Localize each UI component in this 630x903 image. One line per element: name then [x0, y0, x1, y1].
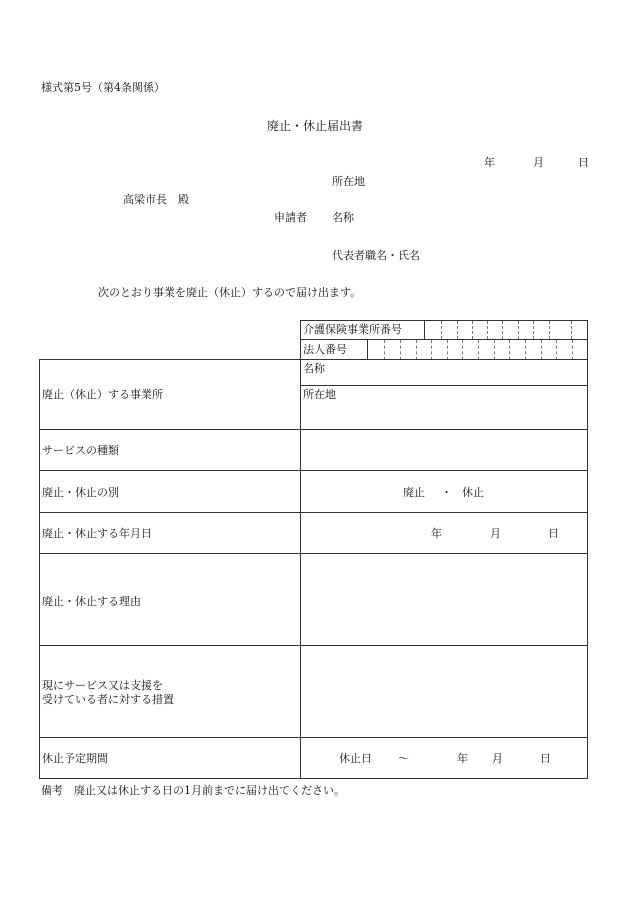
corporate-number-divider [367, 339, 368, 360]
office-name-label: 名称 [303, 362, 325, 375]
date-month-label: 月 [533, 156, 544, 169]
suspension-start-label: 休止日 [339, 752, 372, 765]
reason-field[interactable] [301, 554, 587, 645]
suspension-day: 日 [540, 752, 551, 765]
abolish-date-field[interactable] [301, 513, 587, 553]
suspend-option[interactable]: 休止 [462, 486, 484, 499]
abolish-date-month: 月 [490, 527, 501, 540]
applicant-name-label: 名称 [332, 211, 354, 224]
code-box-mid-border [300, 339, 588, 340]
code-box-left-border [300, 320, 301, 360]
intro-text: 次のとおり事業を廃止（休止）するので届け出ます。 [98, 286, 362, 299]
corporate-number-label: 法人番号 [303, 343, 347, 356]
addressee: 高梁市長 殿 [123, 193, 189, 206]
care-office-number-label: 介護保険事業所番号 [303, 323, 402, 336]
applicant-address-label: 所在地 [332, 175, 365, 188]
option-separator: ・ [441, 486, 452, 499]
service-type-label: サービスの種類 [42, 444, 119, 457]
office-address-field[interactable] [301, 386, 587, 429]
suspension-year: 年 [457, 752, 468, 765]
code-box-right-border [587, 320, 588, 360]
office-address-label: 所在地 [303, 388, 336, 401]
care-office-number-divider [424, 320, 425, 339]
abolish-date-day: 日 [548, 527, 559, 540]
abolish-date-year: 年 [431, 527, 442, 540]
date-year-label: 年 [484, 156, 495, 169]
reason-label: 廃止・休止する理由 [42, 595, 141, 608]
service-type-field[interactable] [301, 430, 587, 470]
abolish-option[interactable]: 廃止 [403, 486, 425, 499]
representative-label: 代表者職名・氏名 [332, 249, 420, 262]
applicant-label: 申請者 [274, 211, 307, 224]
date-day-label: 日 [578, 156, 589, 169]
measures-label-line-1: 現にサービス又は支援を [42, 679, 163, 692]
suspension-month: 月 [492, 752, 503, 765]
abolish-date-label: 廃止・休止する年月日 [42, 527, 152, 540]
office-name-field[interactable] [301, 360, 587, 385]
document-title: 廃止・休止届出書 [267, 119, 364, 133]
measures-field[interactable] [301, 646, 587, 737]
tilde-separator: ～ [398, 752, 409, 765]
suspension-period-label: 休止予定期間 [42, 752, 108, 765]
code-box-top-border [300, 320, 588, 321]
form-number: 様式第5号（第4条関係） [41, 81, 165, 94]
remarks-note: 備考 廃止又は休止する日の1月前までに届け出てください。 [41, 784, 345, 797]
abolish-suspend-label: 廃止・休止の別 [42, 486, 119, 499]
office-label: 廃止（休止）する事業所 [42, 388, 163, 401]
measures-label-line-2: 受けている者に対する措置 [42, 693, 174, 706]
